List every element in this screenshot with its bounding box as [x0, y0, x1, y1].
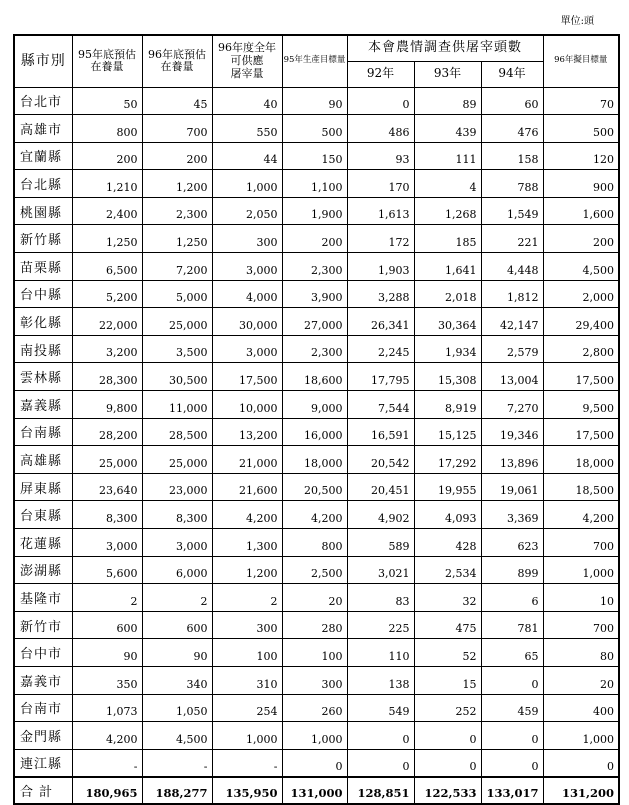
table-cell: 13,200 — [212, 418, 282, 446]
table-cell: 89 — [414, 87, 481, 115]
table-row — [14, 473, 619, 501]
table-cell: 25,000 — [72, 446, 142, 474]
total-value: 122,533 — [414, 777, 481, 805]
table-cell: 0 — [282, 749, 347, 777]
county-name: 雲林縣 — [14, 363, 72, 391]
table-cell: 1,000 — [212, 170, 282, 198]
table-cell: 225 — [347, 611, 414, 639]
table-cell: 17,795 — [347, 363, 414, 391]
table-cell: 18,600 — [282, 363, 347, 391]
table-row — [14, 363, 619, 391]
table-cell: 2 — [212, 584, 282, 612]
table-cell: 0 — [414, 722, 481, 750]
table-cell: 221 — [481, 225, 543, 253]
table-cell: 400 — [543, 694, 619, 722]
county-name: 基隆市 — [14, 584, 72, 612]
total-value: 133,017 — [481, 777, 543, 805]
table-cell: 5,000 — [142, 280, 212, 308]
table-cell: 300 — [212, 225, 282, 253]
table-cell: 20 — [543, 666, 619, 694]
table-cell: 10 — [543, 584, 619, 612]
table-cell: 2,000 — [543, 280, 619, 308]
table-cell: 300 — [212, 611, 282, 639]
table-cell: 4,200 — [212, 501, 282, 529]
table-cell: 52 — [414, 639, 481, 667]
table-cell: 0 — [414, 749, 481, 777]
table-cell: 18,000 — [543, 446, 619, 474]
table-cell: 3,288 — [347, 280, 414, 308]
total-value: 188,277 — [142, 777, 212, 805]
unit-label: 單位:頭 — [560, 16, 594, 27]
table-row — [14, 418, 619, 446]
table-cell: 0 — [481, 666, 543, 694]
table-cell: 28,300 — [72, 363, 142, 391]
county-name: 台北市 — [14, 87, 72, 115]
table-cell: 3,900 — [282, 280, 347, 308]
county-name: 花蓮縣 — [14, 529, 72, 557]
table-body — [14, 87, 619, 804]
table-cell: - — [212, 749, 282, 777]
table-cell: 7,270 — [481, 391, 543, 419]
table-row — [14, 253, 619, 281]
table-cell: 8,300 — [142, 501, 212, 529]
table-cell: 13,004 — [481, 363, 543, 391]
table-row — [14, 749, 619, 777]
header-96-slaughter-supply: 96年度全年 可供應 屠宰量 — [212, 35, 282, 87]
table-cell: 17,292 — [414, 446, 481, 474]
table-cell: 9,500 — [543, 391, 619, 419]
table-cell: 90 — [282, 87, 347, 115]
county-name: 澎湖縣 — [14, 556, 72, 584]
table-row — [14, 225, 619, 253]
table-row — [14, 170, 619, 198]
table-cell: 0 — [543, 749, 619, 777]
header-survey-group: 本會農情調查供屠宰頭數 — [347, 35, 543, 61]
table-cell: 27,000 — [282, 308, 347, 336]
table-cell: 2,300 — [282, 253, 347, 281]
table-cell: 4,500 — [142, 722, 212, 750]
table-cell: 40 — [212, 87, 282, 115]
table-cell: 90 — [142, 639, 212, 667]
total-row — [14, 777, 619, 805]
table-cell: 1,250 — [72, 225, 142, 253]
table-cell: 120 — [543, 142, 619, 170]
county-name: 屏東縣 — [14, 473, 72, 501]
table-cell: 1,000 — [212, 722, 282, 750]
table-cell: 1,250 — [142, 225, 212, 253]
table-cell: 26,341 — [347, 308, 414, 336]
table-cell: 21,600 — [212, 473, 282, 501]
total-value: 131,000 — [282, 777, 347, 805]
county-name: 高雄市 — [14, 115, 72, 143]
table-cell: 20,542 — [347, 446, 414, 474]
county-name: 台東縣 — [14, 501, 72, 529]
table-row — [14, 446, 619, 474]
table-cell: 1,268 — [414, 197, 481, 225]
livestock-table — [13, 34, 620, 805]
county-name: 新竹縣 — [14, 225, 72, 253]
table-cell: 19,061 — [481, 473, 543, 501]
table-cell: 700 — [543, 529, 619, 557]
table-cell: 70 — [543, 87, 619, 115]
table-cell: - — [142, 749, 212, 777]
table-cell: 30,500 — [142, 363, 212, 391]
table-cell: 1,300 — [212, 529, 282, 557]
table-row — [14, 722, 619, 750]
table-cell: 6,500 — [72, 253, 142, 281]
table-cell: 23,000 — [142, 473, 212, 501]
table-cell: 15,125 — [414, 418, 481, 446]
table-cell: 170 — [347, 170, 414, 198]
table-cell: 44 — [212, 142, 282, 170]
table-cell: 23,640 — [72, 473, 142, 501]
table-cell: 7,200 — [142, 253, 212, 281]
table-row — [14, 694, 619, 722]
table-cell: 65 — [481, 639, 543, 667]
table-cell: 899 — [481, 556, 543, 584]
table-cell: 3,000 — [212, 253, 282, 281]
table-cell: 22,000 — [72, 308, 142, 336]
header-96-estimate: 96年底預估 在養量 — [142, 35, 212, 87]
table-cell: 1,549 — [481, 197, 543, 225]
table-row — [14, 142, 619, 170]
table-cell: 549 — [347, 694, 414, 722]
total-value: 128,851 — [347, 777, 414, 805]
table-cell: - — [72, 749, 142, 777]
table-cell: 16,000 — [282, 418, 347, 446]
table-cell: 100 — [282, 639, 347, 667]
table-cell: 45 — [142, 87, 212, 115]
table-cell: 42,147 — [481, 308, 543, 336]
table-cell: 110 — [347, 639, 414, 667]
table-cell: 1,812 — [481, 280, 543, 308]
table-cell: 16,591 — [347, 418, 414, 446]
table-cell: 2,245 — [347, 335, 414, 363]
table-cell: 428 — [414, 529, 481, 557]
table-cell: 781 — [481, 611, 543, 639]
table-cell: 1,613 — [347, 197, 414, 225]
header-year-92: 92年 — [347, 61, 414, 87]
table-cell: 0 — [347, 87, 414, 115]
table-cell: 300 — [282, 666, 347, 694]
table-cell: 18,000 — [282, 446, 347, 474]
table-cell: 4,200 — [72, 722, 142, 750]
county-name: 台南縣 — [14, 418, 72, 446]
table-cell: 15 — [414, 666, 481, 694]
table-cell: 1,210 — [72, 170, 142, 198]
table-cell: 15,308 — [414, 363, 481, 391]
table-cell: 17,500 — [212, 363, 282, 391]
table-cell: 1,600 — [543, 197, 619, 225]
table-cell: 9,000 — [282, 391, 347, 419]
table-cell: 29,400 — [543, 308, 619, 336]
table-cell: 260 — [282, 694, 347, 722]
table-cell: 158 — [481, 142, 543, 170]
county-name: 台中市 — [14, 639, 72, 667]
table-cell: 21,000 — [212, 446, 282, 474]
table-cell: 4,448 — [481, 253, 543, 281]
table-cell: 550 — [212, 115, 282, 143]
table-cell: 200 — [543, 225, 619, 253]
table-cell: 4,000 — [212, 280, 282, 308]
table-cell: 32 — [414, 584, 481, 612]
table-cell: 3,000 — [212, 335, 282, 363]
table-cell: 700 — [543, 611, 619, 639]
table-cell: 19,955 — [414, 473, 481, 501]
table-cell: 1,000 — [543, 722, 619, 750]
table-cell: 2,300 — [282, 335, 347, 363]
table-cell: 11,000 — [142, 391, 212, 419]
table-cell: 30,364 — [414, 308, 481, 336]
table-cell: 3,500 — [142, 335, 212, 363]
county-name: 連江縣 — [14, 749, 72, 777]
total-value: 131,200 — [543, 777, 619, 805]
table-cell: 25,000 — [142, 446, 212, 474]
table-cell: 4,200 — [282, 501, 347, 529]
table-cell: 150 — [282, 142, 347, 170]
table-cell: 1,100 — [282, 170, 347, 198]
table-cell: 28,200 — [72, 418, 142, 446]
table-cell: 30,000 — [212, 308, 282, 336]
table-cell: 185 — [414, 225, 481, 253]
total-label: 合 計 — [14, 777, 72, 805]
table-row — [14, 556, 619, 584]
table-cell: 1,200 — [212, 556, 282, 584]
header-year-93: 93年 — [414, 61, 481, 87]
table-cell: 2,500 — [282, 556, 347, 584]
table-row — [14, 501, 619, 529]
table-cell: 8,300 — [72, 501, 142, 529]
table-cell: 60 — [481, 87, 543, 115]
table-cell: 3,000 — [142, 529, 212, 557]
table-cell: 310 — [212, 666, 282, 694]
header-county: 縣市別 — [14, 35, 72, 87]
table-cell: 254 — [212, 694, 282, 722]
table-cell: 17,500 — [543, 418, 619, 446]
table-cell: 3,000 — [72, 529, 142, 557]
table-cell: 4,500 — [543, 253, 619, 281]
total-value: 180,965 — [72, 777, 142, 805]
table-cell: 788 — [481, 170, 543, 198]
table-cell: 623 — [481, 529, 543, 557]
table-row — [14, 639, 619, 667]
table-cell: 93 — [347, 142, 414, 170]
table-cell: 4,200 — [543, 501, 619, 529]
table-row — [14, 584, 619, 612]
table-cell: 6,000 — [142, 556, 212, 584]
table-cell: 1,050 — [142, 694, 212, 722]
table-cell: 3,200 — [72, 335, 142, 363]
table-cell: 1,903 — [347, 253, 414, 281]
table-cell: 2,579 — [481, 335, 543, 363]
table-cell: 2,300 — [142, 197, 212, 225]
table-cell: 9,800 — [72, 391, 142, 419]
table-cell: 28,500 — [142, 418, 212, 446]
county-name: 宜蘭縣 — [14, 142, 72, 170]
table-row — [14, 391, 619, 419]
table-cell: 1,200 — [142, 170, 212, 198]
table-cell: 1,000 — [282, 722, 347, 750]
county-name: 苗栗縣 — [14, 253, 72, 281]
header-95-estimate: 95年底預估 在養量 — [72, 35, 142, 87]
table-cell: 18,500 — [543, 473, 619, 501]
table-cell: 1,934 — [414, 335, 481, 363]
county-name: 金門縣 — [14, 722, 72, 750]
county-name: 高雄縣 — [14, 446, 72, 474]
table-row — [14, 115, 619, 143]
county-name: 南投縣 — [14, 335, 72, 363]
county-name: 台中縣 — [14, 280, 72, 308]
header-year-94: 94年 — [481, 61, 543, 87]
table-cell: 13,896 — [481, 446, 543, 474]
county-name: 嘉義市 — [14, 666, 72, 694]
table-row — [14, 280, 619, 308]
table-cell: 2 — [72, 584, 142, 612]
county-name: 彰化縣 — [14, 308, 72, 336]
table-cell: 439 — [414, 115, 481, 143]
table-cell: 800 — [282, 529, 347, 557]
table-row — [14, 529, 619, 557]
table-cell: 340 — [142, 666, 212, 694]
table-cell: 17,500 — [543, 363, 619, 391]
table-cell: 20 — [282, 584, 347, 612]
header-96-target: 96年擬目標量 — [543, 35, 619, 87]
table-cell: 2,018 — [414, 280, 481, 308]
table-cell: 0 — [481, 749, 543, 777]
table-row — [14, 308, 619, 336]
table-cell: 90 — [72, 639, 142, 667]
county-name: 台北縣 — [14, 170, 72, 198]
table-cell: 0 — [481, 722, 543, 750]
table-cell: 83 — [347, 584, 414, 612]
table-row — [14, 335, 619, 363]
county-name: 嘉義縣 — [14, 391, 72, 419]
table-cell: 0 — [347, 749, 414, 777]
table-cell: 2,400 — [72, 197, 142, 225]
table-cell: 20,500 — [282, 473, 347, 501]
table-cell: 138 — [347, 666, 414, 694]
table-cell: 252 — [414, 694, 481, 722]
table-row — [14, 197, 619, 225]
table-cell: 1,073 — [72, 694, 142, 722]
table-cell: 200 — [142, 142, 212, 170]
table-cell: 476 — [481, 115, 543, 143]
table-cell: 3,021 — [347, 556, 414, 584]
county-name: 桃園縣 — [14, 197, 72, 225]
table-cell: 600 — [72, 611, 142, 639]
table-cell: 80 — [543, 639, 619, 667]
table-cell: 5,600 — [72, 556, 142, 584]
table-cell: 25,000 — [142, 308, 212, 336]
table-cell: 19,346 — [481, 418, 543, 446]
table-cell: 200 — [72, 142, 142, 170]
county-name: 台南市 — [14, 694, 72, 722]
table-cell: 280 — [282, 611, 347, 639]
table-cell: 459 — [481, 694, 543, 722]
table-cell: 8,919 — [414, 391, 481, 419]
header-95-production-target: 95年生產目標量 — [282, 35, 347, 87]
table-cell: 4,093 — [414, 501, 481, 529]
table-cell: 589 — [347, 529, 414, 557]
table-cell: 2,800 — [543, 335, 619, 363]
table-cell: 50 — [72, 87, 142, 115]
table-cell: 2 — [142, 584, 212, 612]
table-cell: 3,369 — [481, 501, 543, 529]
county-name: 新竹市 — [14, 611, 72, 639]
table-cell: 486 — [347, 115, 414, 143]
table-cell: 7,544 — [347, 391, 414, 419]
table-row — [14, 666, 619, 694]
table-cell: 4 — [414, 170, 481, 198]
table-cell: 1,641 — [414, 253, 481, 281]
table-cell: 6 — [481, 584, 543, 612]
table-cell: 600 — [142, 611, 212, 639]
table-cell: 100 — [212, 639, 282, 667]
table-cell: 0 — [347, 722, 414, 750]
table-cell: 350 — [72, 666, 142, 694]
table-row — [14, 611, 619, 639]
table-cell: 900 — [543, 170, 619, 198]
table-cell: 2,534 — [414, 556, 481, 584]
table-cell: 10,000 — [212, 391, 282, 419]
table-cell: 800 — [72, 115, 142, 143]
table-row — [14, 87, 619, 115]
table-cell: 1,000 — [543, 556, 619, 584]
table-cell: 5,200 — [72, 280, 142, 308]
total-value: 135,950 — [212, 777, 282, 805]
table-cell: 111 — [414, 142, 481, 170]
table-cell: 200 — [282, 225, 347, 253]
table-cell: 700 — [142, 115, 212, 143]
table-cell: 2,050 — [212, 197, 282, 225]
table-cell: 475 — [414, 611, 481, 639]
table-cell: 500 — [282, 115, 347, 143]
table-cell: 500 — [543, 115, 619, 143]
table-cell: 20,451 — [347, 473, 414, 501]
table-cell: 4,902 — [347, 501, 414, 529]
table-cell: 1,900 — [282, 197, 347, 225]
table-cell: 172 — [347, 225, 414, 253]
